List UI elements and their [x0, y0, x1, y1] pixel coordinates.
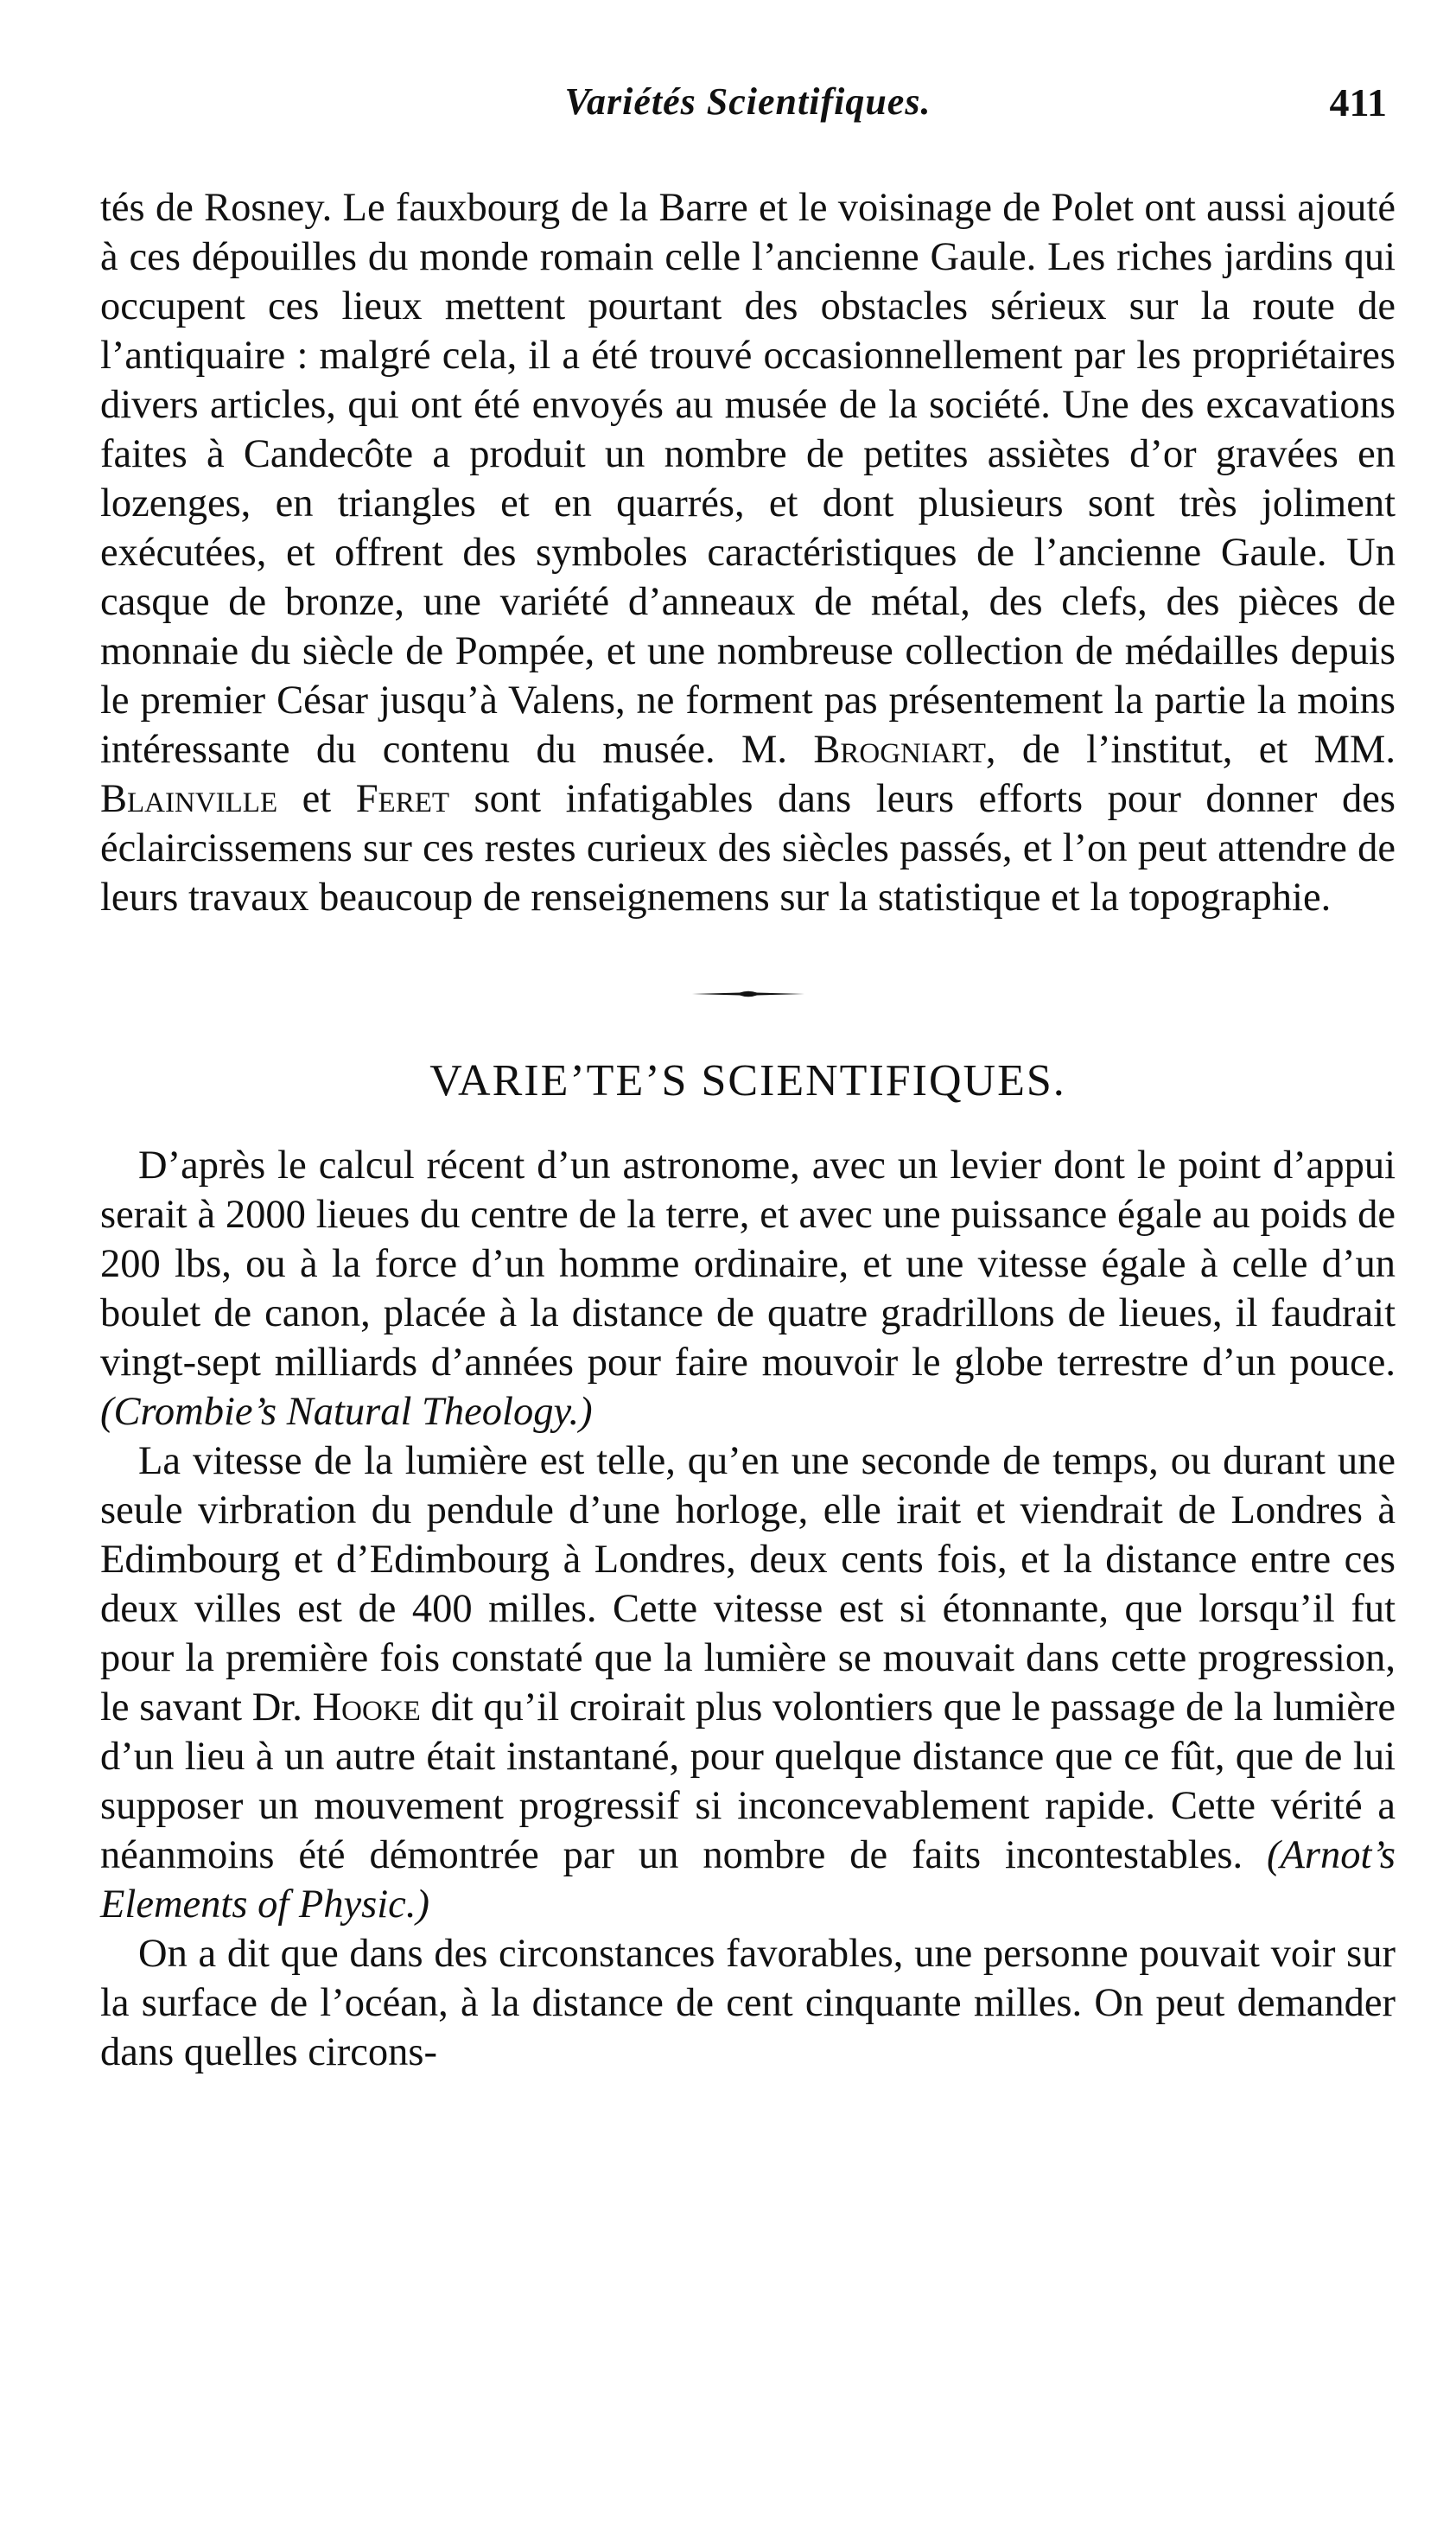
- text-run: tés de Rosney. Le fauxbourg de la Barre et le voisinage de Polet ont aussi ajouté à ces dépouilles du monde romain celle l’ancienne Gaule. Les riches jardins qui occupent ces lieux mettent pourtant des obstacles sérieux sur la route de l’antiquaire : malgré cela, il a été trouvé occasionnellement par les propriétaires divers articles, qui ont été envoyés au musée de la société. Une des excavations faites à Candecôte a produit un nombre de petites assiètes d’or gravées en lozenges, en triangles et en quarrés, et dont plusieurs sont très joliment exécutées, et offrent des symboles caractéristiques de l’ancienne Gaule. Un casque de bronze, une variété d’anneaux de métal, des clefs, des pièces de monnaie du siècle de Pompée, et une nombreuse collection de médailles depuis le premier César jusqu’à Valens, ne forment pas présentement la partie la moins intéressante du contenu du musée. M.: [100, 186, 1396, 772]
- ornament-rule-icon: [692, 990, 804, 998]
- citation: (Arnot’s Elements of Physic.): [100, 1833, 1396, 1927]
- text-run: sont infatigables dans leurs efforts pour donner des éclaircissemens sur ces restes curieux des siècles passés, et l’on peut attendre de leurs travaux beaucoup de renseignemens sur la statistique et la topographie.: [100, 777, 1396, 920]
- person-name: Hooke: [312, 1685, 421, 1729]
- running-head: [100, 80, 1396, 140]
- section-paragraph: [100, 1141, 1396, 1436]
- text-run: dit qu’il croirait plus volontiers que le passage de la lumière d’un lieu à un autre était instantané, pour quelque distance que ce fût, que de lui supposer un mouvement progressif si inconcevablement rapide. Cette vérité a néanmoins été démontrée par un nombre de faits incontestables.: [100, 1685, 1396, 1877]
- text-run: D’après le calcul récent d’un astronome, avec un levier dont le point d’appui serait à 2000 lieues du centre de la terre, et avec une puissance égale au poids de 200 lbs, ou à la force d’un homme ordinaire, et une vitesse égale à celle d’un boulet de canon, placée à la distance de quatre gradrillons de lieues, il faudrait vingt-sept milliards d’années pour faire mouvoir le globe terrestre d’un pouce.: [100, 1143, 1396, 1385]
- person-name: Feret: [355, 777, 450, 821]
- text-run: et: [277, 777, 356, 821]
- person-name: Blainville: [100, 777, 278, 821]
- article-paragraph: [100, 183, 1396, 922]
- section-paragraph: [100, 1929, 1396, 2077]
- section-paragraph: [100, 1436, 1396, 1929]
- person-name: Brogniart: [813, 728, 986, 772]
- text-run: On a dit que dans des circonstances favorables, une personne pouvait voir sur la surface de l’océan, à la distance de cent cinquante milles. On peut demander dans quelles circons-: [100, 1932, 1396, 2074]
- page-number: 411: [1329, 80, 1387, 124]
- text-run: , de l’institut, et MM.: [985, 728, 1396, 772]
- text-run: La vitesse de la lumière est telle, qu’en une seconde de temps, ou durant une seule virbration du pendule d’une horloge, elle irait et viendrait de Londres à Edimbourg et d’Edimbourg à Londres, deux cents fois, et la distance entre ces deux villes est de 400 milles. Cette vitesse est si étonnante, que lorsqu’il fut pour la première fois constaté que la lumière se mouvait dans cette progression, le savant Dr.: [100, 1439, 1396, 1729]
- running-title: Variétés Scientifiques.: [564, 80, 931, 123]
- citation: (Crombie’s Natural Theology.): [100, 1390, 593, 1434]
- section-divider: [100, 990, 1396, 998]
- section-heading: VARIE’TE’S SCIENTIFIQUES.: [429, 1056, 1066, 1105]
